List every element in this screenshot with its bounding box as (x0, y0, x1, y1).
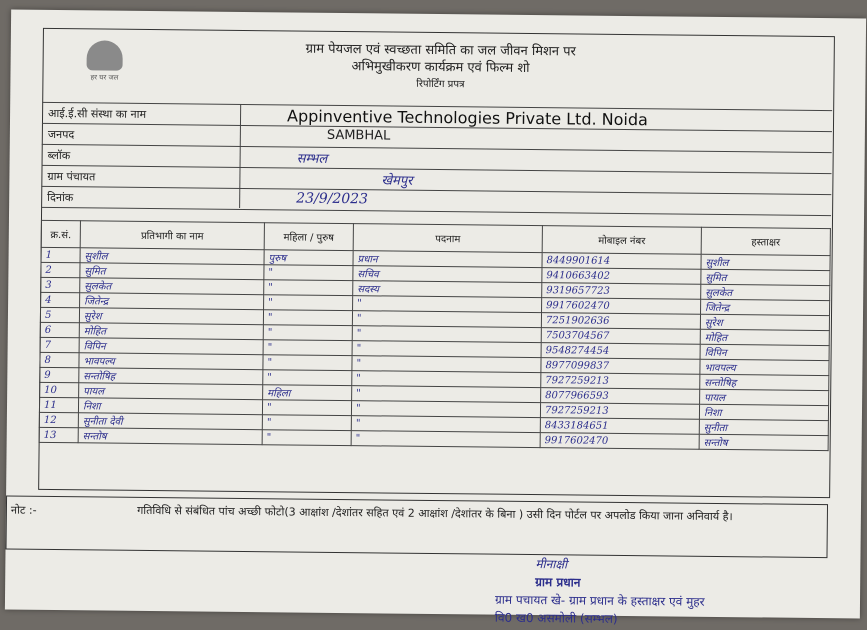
row-serial: 7 (40, 337, 79, 352)
stamp-line-2: वि0 ख0 असमोली (सम्भल) (494, 610, 618, 626)
row-name: विपिन (79, 338, 263, 355)
col-mobile: मोबाइल नंबर (542, 226, 701, 255)
date-label: दिनांक (47, 190, 74, 205)
row-serial: 10 (40, 382, 79, 397)
row-mobile: 8433184651 (540, 418, 699, 435)
row-serial: 6 (40, 322, 79, 337)
col-name: प्रतिभागी का नाम (80, 221, 264, 250)
heading-line-1: ग्राम पेयजल एवं स्वच्छता समिति का जल जीवन मिशन पर (305, 41, 576, 60)
water-drop-icon (87, 40, 123, 70)
org-label: आई.ई.सी संस्था का नाम (48, 106, 147, 121)
row-gender: " (263, 355, 352, 371)
row-gender: महिला (263, 385, 352, 401)
panchayat-value: खेमपुर (381, 173, 413, 189)
row-mobile: 7927259213 (540, 403, 699, 420)
heading-line-3: रिपोर्टिंग प्रपत्र (416, 78, 465, 91)
row-mobile: 8449901614 (542, 253, 701, 270)
row-mobile: 9319657723 (542, 283, 701, 300)
col-signature: हस्ताक्षर (701, 227, 830, 255)
row-signature: सुशील (701, 254, 830, 270)
pradhan-signature-block (475, 554, 776, 629)
row-gender: " (262, 400, 351, 416)
row-name: पायल (79, 383, 263, 400)
row-name: सुशील (80, 248, 264, 265)
row-signature: भावपल्य (700, 359, 829, 375)
row-signature: सुनीता (699, 419, 828, 435)
row-gender: " (263, 340, 352, 356)
row-gender: " (263, 370, 352, 386)
row-designation: सचिव (353, 266, 542, 283)
row-signature: सुमित (701, 269, 830, 285)
row-name: निशा (78, 398, 262, 415)
row-designation: सदस्य (353, 281, 542, 298)
jal-jeevan-logo (64, 32, 145, 91)
block-value: सम्भल (296, 151, 328, 167)
row-serial: 2 (41, 262, 80, 277)
note-text: गतिविधि से संबंधित पांच अच्छी फोटो(3 आक्षांश /देशांतर सहित एवं 2 आक्षांश /देशांतर के बिना ) उसी दिन पोर्टल पर अपलोड किया जाना अनिवार्य है। (137, 503, 733, 524)
row-serial: 12 (39, 412, 78, 427)
row-name: सन्तोष (78, 428, 262, 445)
row-signature: सुरेश (700, 314, 829, 330)
row-mobile: 7927259213 (541, 373, 700, 390)
participants-table (39, 220, 831, 451)
row-signature: जितेन्द्र (701, 299, 830, 315)
note-label: नोट :- (10, 503, 37, 517)
row-mobile: 9917602470 (542, 298, 701, 315)
form-heading (190, 39, 691, 95)
row-name: सन्तोषिह (79, 368, 263, 385)
row-name: मोहित (79, 323, 263, 340)
org-value: Appinventive Technologies Private Ltd. Noida (286, 106, 648, 130)
row-mobile: 7503704567 (541, 328, 700, 345)
row-signature: सन्तोष (699, 434, 828, 450)
row-serial: 1 (41, 247, 80, 262)
row-signature: सन्तोषिह (700, 374, 829, 390)
row-signature: विपिन (700, 344, 829, 360)
form-sheet (5, 10, 866, 626)
row-designation: " (352, 371, 541, 388)
note-box (6, 496, 829, 559)
row-serial: 3 (41, 277, 80, 292)
row-signature: पायल (700, 389, 829, 405)
col-gender: महिला / पुरुष (264, 223, 353, 251)
row-mobile: 9548274454 (541, 343, 700, 360)
row-serial: 13 (39, 427, 78, 442)
row-signature: मोहित (700, 329, 829, 345)
row-signature: निशा (699, 404, 828, 420)
row-designation: " (352, 356, 541, 373)
row-designation: " (352, 341, 541, 358)
date-value: 23/9/2023 (296, 190, 369, 208)
row-designation: प्रधान (353, 251, 542, 268)
row-designation: " (353, 296, 542, 313)
row-name: भावपल्य (79, 353, 263, 370)
row-designation: " (351, 431, 540, 448)
row-gender: " (262, 430, 351, 446)
row-gender: " (263, 310, 352, 326)
row-mobile: 9410663402 (542, 268, 701, 285)
row-name: सुनीता देवी (78, 413, 262, 430)
row-serial: 8 (40, 352, 79, 367)
row-serial: 11 (39, 397, 78, 412)
district-label: जनपद (47, 127, 75, 142)
row-name: सुरेश (79, 308, 263, 325)
row-mobile: 9917602470 (540, 433, 699, 450)
signature-title: ग्राम प्रधान (535, 575, 581, 590)
block-label: ब्लॉक (47, 148, 71, 163)
row-name: सुलकेत (80, 278, 264, 295)
logo-tagline: हर घर जल (90, 73, 119, 82)
stamp-line-1: ग्राम पचायत खे- ग्राम प्रधान के हस्ताक्षर एवं मुहर (494, 592, 705, 609)
row-gender: पुरुष (264, 250, 353, 266)
district-value: SAMBHAL (326, 127, 391, 144)
row-serial: 9 (40, 367, 79, 382)
col-designation: पदनाम (353, 224, 542, 253)
heading-line-2: अभिमुखीकरण कार्यक्रम एवं फिल्म शो (351, 59, 530, 76)
col-serial: क्र.सं. (41, 220, 80, 247)
row-mobile: 8077966593 (541, 388, 700, 405)
row-gender: " (264, 265, 353, 281)
row-designation: " (352, 326, 541, 343)
row-name: जितेन्द्र (80, 293, 264, 310)
row-mobile: 7251902636 (541, 313, 700, 330)
row-designation: " (351, 416, 540, 433)
row-gender: " (264, 295, 353, 311)
row-gender: " (263, 325, 352, 341)
row-name: सुमित (80, 263, 264, 280)
signature-name: मीनाक्षी (535, 557, 568, 572)
panchayat-label: ग्राम पंचायत (47, 169, 96, 184)
row-gender: " (264, 280, 353, 296)
row-mobile: 8977099837 (541, 358, 700, 375)
row-serial: 5 (40, 307, 79, 322)
row-signature: सुलकेत (701, 284, 830, 300)
row-designation: " (352, 311, 541, 328)
row-serial: 4 (41, 292, 80, 307)
row-designation: " (352, 386, 541, 403)
row-gender: " (262, 415, 351, 431)
row-designation: " (351, 401, 540, 418)
